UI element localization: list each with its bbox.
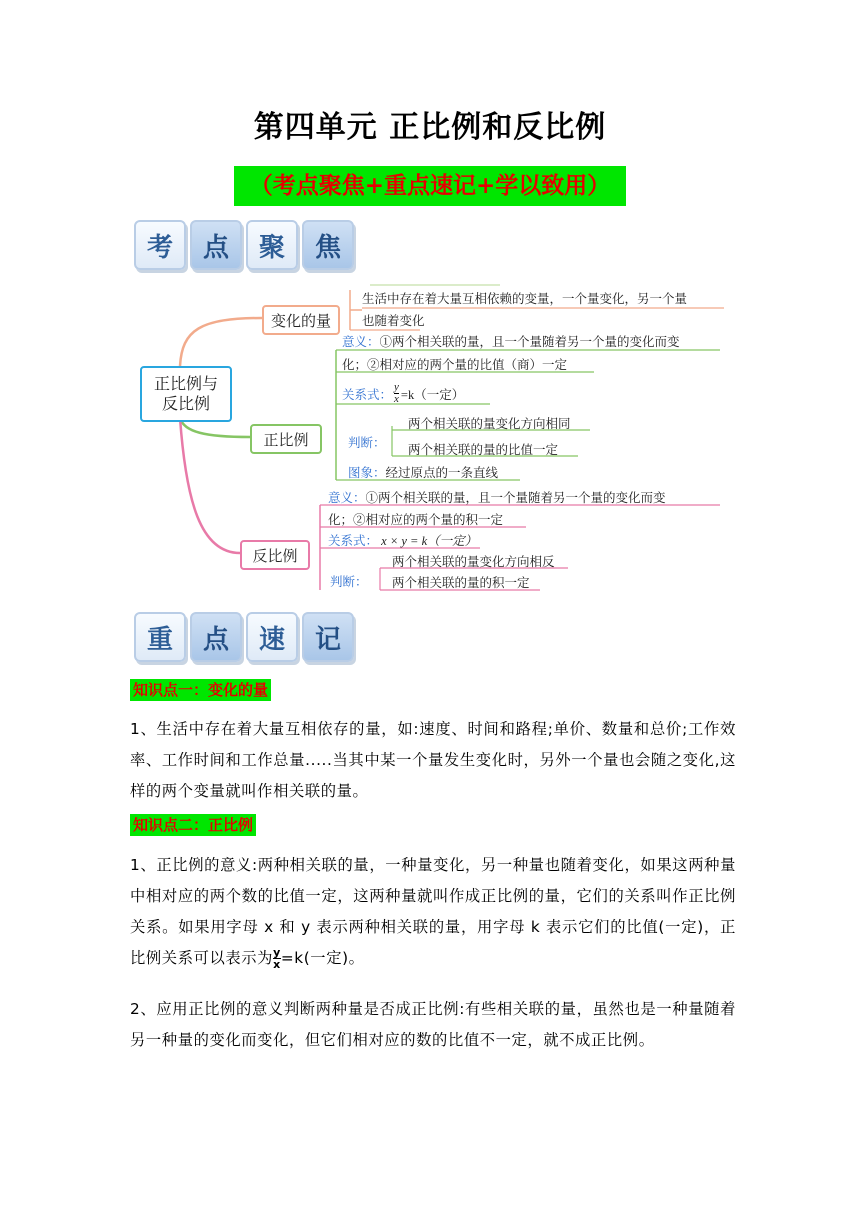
mindmap-node-variable: 变化的量 bbox=[262, 305, 340, 335]
direct-formula-fraction bbox=[394, 382, 399, 405]
mindmap-node-inverse: 反比例 bbox=[240, 540, 310, 570]
fraction-den: x bbox=[273, 958, 281, 971]
inverse-meaning2: 化；②相对应的两个量的积一定 bbox=[328, 513, 504, 527]
section-label-variable: 知识点一：变化的量 bbox=[130, 679, 271, 701]
badge-char: 记 bbox=[302, 612, 354, 662]
branch1-text1: 生活中存在着大量互相依赖的变量，一个量变化，另一个量 bbox=[362, 292, 688, 306]
root-line1: 正比例与 bbox=[153, 374, 218, 393]
page-title: 第四单元 正比例和反比例 bbox=[253, 110, 607, 145]
direct-meaning1: ①两个相关联的量，且一个量随着另一个量的变化而变 bbox=[379, 335, 680, 349]
direct-judge1: 两个相关联的量变化方向相同 bbox=[408, 417, 571, 431]
section2-paragraph2: 2、应用正比例的意义判断两种量是否成正比例:有些相关联的量，虽然也是一种量随着另一种量的变化而变化，但它们相对应的数的比值不一定，就不成正比例。 bbox=[130, 1000, 736, 1049]
direct-judge-label: 判断： bbox=[348, 436, 386, 450]
section-label-direct: 知识点二：正比例 bbox=[130, 814, 256, 836]
badge-char: 速 bbox=[246, 612, 298, 662]
inline-fraction bbox=[273, 947, 281, 970]
direct-formula-rest: =k（一定） bbox=[400, 387, 465, 402]
section2-paragraph1 bbox=[130, 850, 736, 974]
direct-meaning-label: 意义： bbox=[342, 335, 380, 349]
root-line2: 反比例 bbox=[161, 394, 210, 413]
inverse-formula: x × y = k（一定） bbox=[381, 534, 478, 548]
inverse-meaning1: ①两个相关联的量，且一个量随着另一个量的变化而变 bbox=[365, 491, 666, 505]
mindmap-node-direct: 正比例 bbox=[250, 424, 322, 454]
badge-char: 点 bbox=[190, 220, 242, 270]
direct-formula-label: 关系式： bbox=[342, 387, 393, 402]
badge-char: 重 bbox=[134, 612, 186, 662]
inverse-judge2: 两个相关联的量的积一定 bbox=[392, 576, 530, 590]
badge-char: 考 bbox=[134, 220, 186, 270]
fraction-num: y bbox=[394, 381, 399, 393]
branch1-text2: 也随着变化 bbox=[362, 314, 425, 328]
section1-paragraph: 1、生活中存在着大量互相依存的量，如:速度、时间和路程;单价、数量和总价;工作效率、工作时间和工作总量.....当其中某一个量发生变化时，另外一个量也会随之变化,这样的两个变量就叫作相关联的量。 bbox=[130, 720, 736, 800]
inverse-judge-label: 判断： bbox=[330, 575, 368, 589]
section2-paragraph1-end: =k(一定)。 bbox=[280, 949, 365, 967]
inverse-meaning-label: 意义： bbox=[328, 491, 366, 505]
direct-graph-label: 图象： bbox=[348, 466, 386, 480]
badge-row-notes bbox=[134, 612, 354, 662]
direct-judge2: 两个相关联的量的比值一定 bbox=[408, 443, 559, 457]
subtitle-banner: （考点聚焦+重点速记+学以致用） bbox=[234, 166, 626, 206]
fraction-num: y bbox=[273, 946, 281, 959]
mindmap-root bbox=[140, 366, 232, 422]
inverse-judge1: 两个相关联的量变化方向相反 bbox=[392, 555, 555, 569]
badge-char: 点 bbox=[190, 612, 242, 662]
inverse-formula-label: 关系式： bbox=[328, 534, 379, 548]
badge-char: 聚 bbox=[246, 220, 298, 270]
fraction-den: x bbox=[394, 393, 399, 405]
badge-char: 焦 bbox=[302, 220, 354, 270]
direct-graph: 经过原点的一条直线 bbox=[385, 466, 499, 480]
section2-paragraph1-text: 1、正比例的意义:两种相关联的量，一种量变化，另一种量也随着变化，如果这两种量中相对应的两个数的比值一定，这两种量就叫作成正比例的量，它们的关系叫作正比例关系。如果用字母 x 和 y 表示两种相关联的量，用字母 k 表示它们的比值(一定)，正比例关系可以表示为 bbox=[130, 856, 736, 967]
direct-meaning2: 化；②相对应的两个量的比值（商）一定 bbox=[342, 358, 568, 372]
